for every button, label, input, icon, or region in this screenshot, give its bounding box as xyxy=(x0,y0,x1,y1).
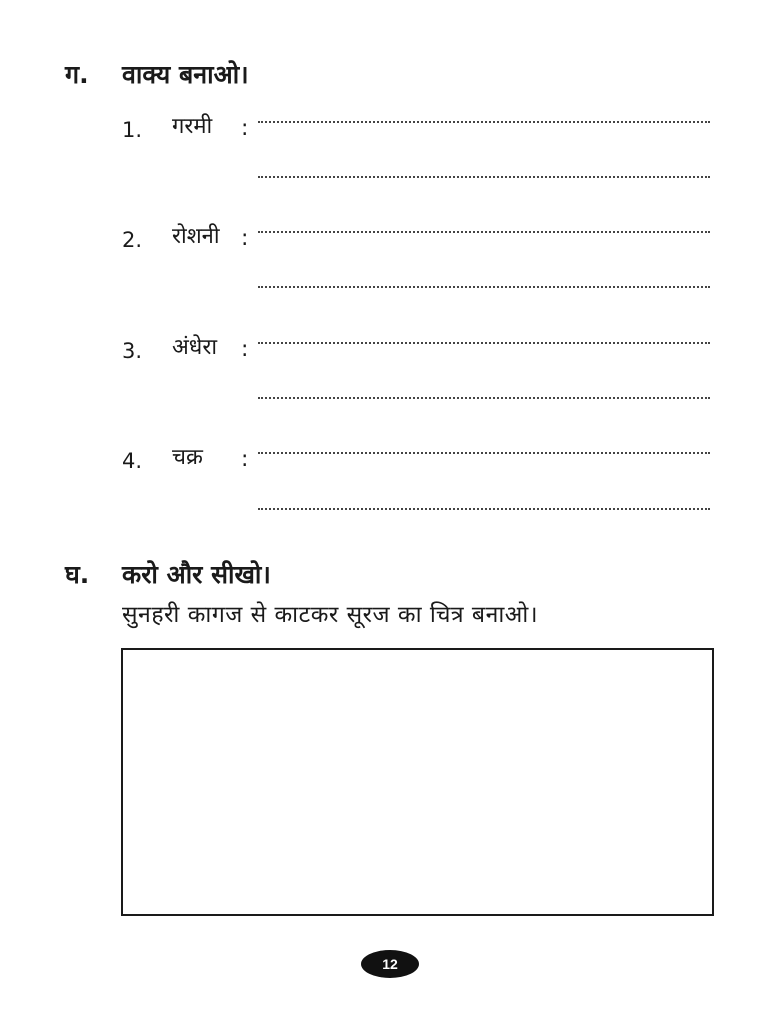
section-g-heading: वाक्य बनाओ। xyxy=(122,60,249,89)
section-g-letter: ग. xyxy=(65,60,89,89)
page-number-badge xyxy=(361,950,419,978)
item-3-number: 3. xyxy=(122,339,143,363)
section-gh-letter: घ. xyxy=(65,560,90,589)
item-4-answer-line-2[interactable] xyxy=(258,508,710,510)
section-gh-heading: करो और सीखो। xyxy=(122,560,271,589)
item-2-answer-line-2[interactable] xyxy=(258,286,710,288)
page-number: 12 xyxy=(382,956,398,972)
item-2-word: रोशनी xyxy=(172,224,220,249)
item-4-number: 4. xyxy=(122,449,143,473)
drawing-box[interactable] xyxy=(121,648,714,916)
item-3-colon: : xyxy=(241,337,249,362)
item-1-colon: : xyxy=(241,116,249,141)
item-4-colon: : xyxy=(241,447,249,472)
section-gh-instruction: सुनहरी कागज से काटकर सूरज का चित्र बनाओ। xyxy=(122,602,539,628)
item-2-number: 2. xyxy=(122,228,143,252)
item-4-answer-line-1[interactable] xyxy=(258,452,710,454)
item-2-answer-line-1[interactable] xyxy=(258,231,710,233)
item-3-answer-line-1[interactable] xyxy=(258,342,710,344)
item-3-word: अंधेरा xyxy=(172,335,218,360)
item-1-answer-line-2[interactable] xyxy=(258,176,710,178)
item-3-answer-line-2[interactable] xyxy=(258,397,710,399)
item-4-word: चक्र xyxy=(172,445,203,470)
item-2-colon: : xyxy=(241,226,249,251)
item-1-answer-line-1[interactable] xyxy=(258,121,710,123)
item-1-number: 1. xyxy=(122,118,143,142)
item-1-word: गरमी xyxy=(172,114,213,139)
